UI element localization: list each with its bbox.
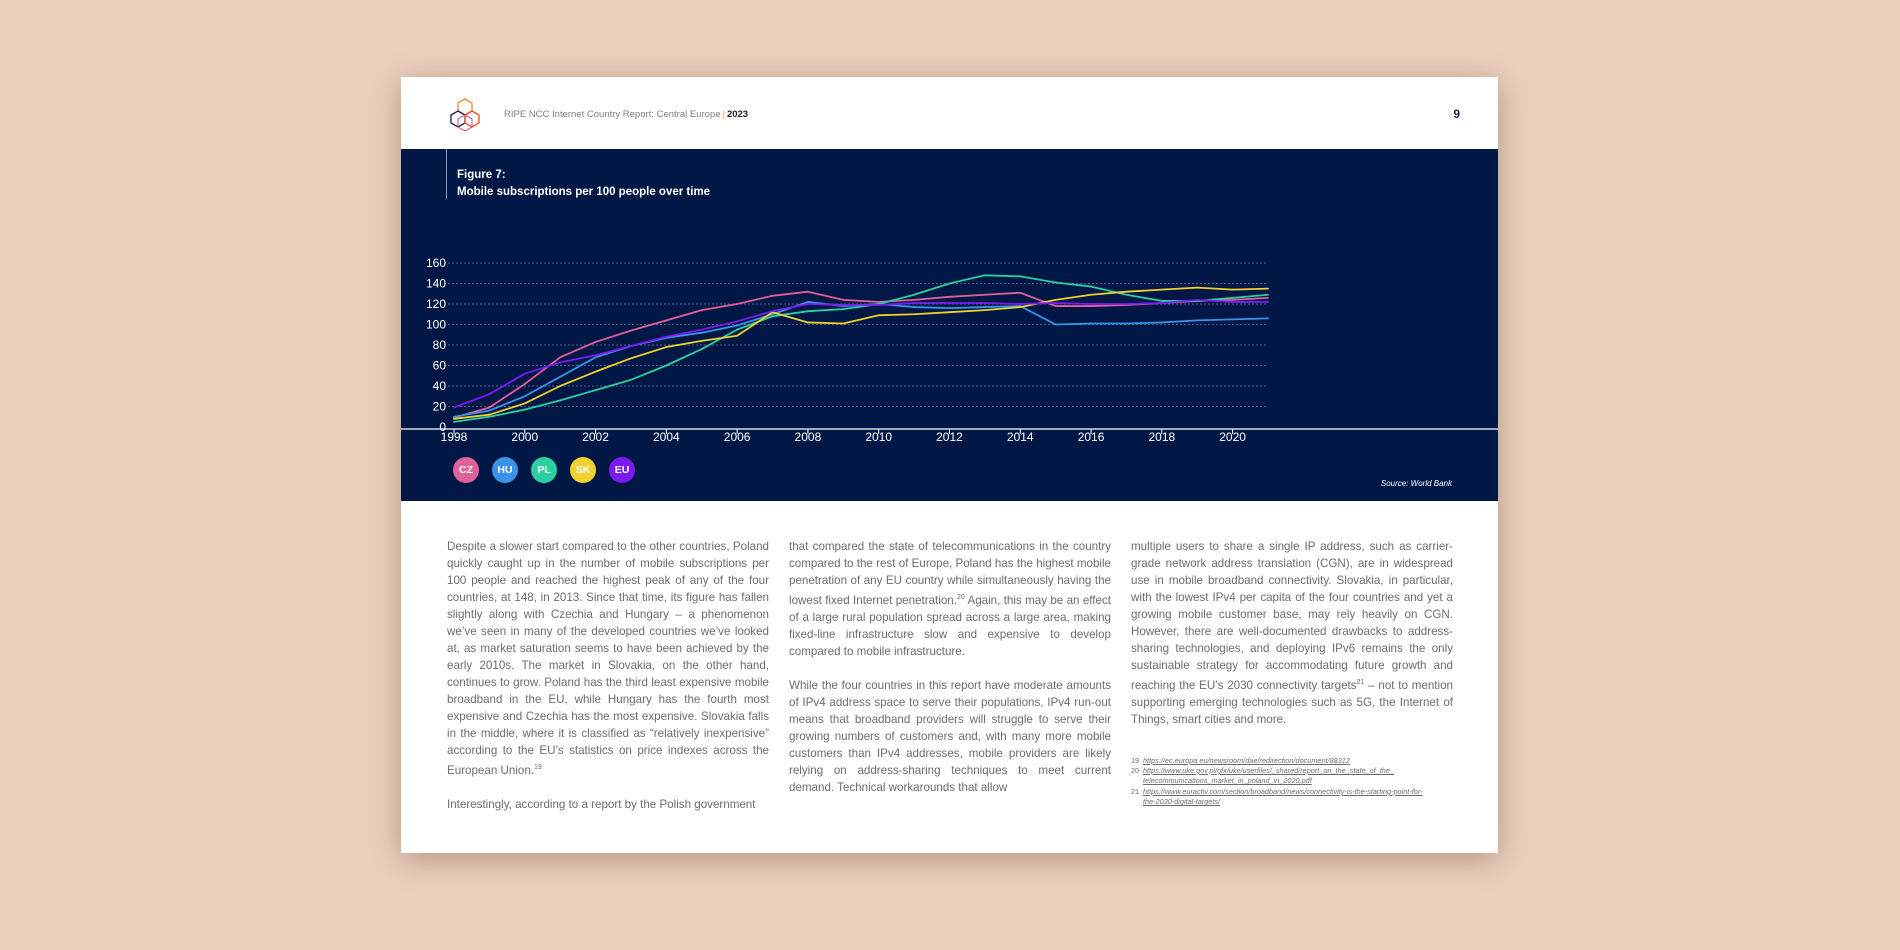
x-tick-label: 1998	[440, 430, 468, 444]
data-point-hu	[949, 307, 951, 309]
data-point-hu	[736, 325, 738, 327]
data-point-cz	[949, 296, 951, 298]
data-point-hu	[913, 306, 915, 308]
data-point-sk	[1232, 289, 1234, 291]
x-tick-label: 2020	[1219, 430, 1246, 444]
data-point-cz	[807, 291, 809, 293]
series-line-cz	[454, 292, 1268, 418]
data-point-sk	[559, 385, 561, 387]
data-point-hu	[1161, 322, 1163, 324]
data-point-eu	[488, 393, 490, 395]
data-point-hu	[488, 410, 490, 412]
data-point-cz	[524, 383, 526, 385]
data-point-eu	[1196, 299, 1198, 301]
y-tick-label: 20	[432, 399, 446, 414]
data-point-eu	[984, 302, 986, 304]
x-tick-label: 2006	[723, 430, 751, 444]
legend-item-pl: PL	[531, 457, 557, 483]
data-point-hu	[701, 332, 703, 334]
data-point-pl	[1232, 297, 1234, 299]
footnote-link[interactable]: https://www.euractiv.com/section/broadband/news/connectivity-is-the-starting-point-for-	[1143, 787, 1423, 796]
data-point-cz	[842, 299, 844, 301]
data-point-cz	[1019, 292, 1021, 294]
legend-item-sk: SK	[570, 457, 596, 483]
data-point-eu	[665, 336, 667, 338]
data-point-cz	[736, 303, 738, 305]
x-tick-label: 2004	[652, 430, 680, 444]
y-tick-label: 140	[425, 276, 446, 291]
data-point-pl	[842, 308, 844, 310]
data-point-cz	[1267, 297, 1269, 299]
data-point-sk	[524, 403, 526, 405]
data-point-cz	[701, 309, 703, 311]
data-point-cz	[630, 330, 632, 332]
data-point-sk	[453, 418, 455, 420]
data-point-eu	[842, 304, 844, 306]
footnote: 21 https://www.euractiv.com/section/broadband/news/connectivity-is-the-starting-point-for- the-2030-digital-targets/	[1131, 787, 1423, 807]
data-point-sk	[984, 309, 986, 311]
y-tick-label: 0	[439, 420, 446, 434]
data-point-hu	[524, 395, 526, 397]
data-point-cz	[1232, 299, 1234, 301]
data-point-pl	[1019, 275, 1021, 277]
data-point-hu	[1196, 320, 1198, 322]
text-column-1	[447, 538, 769, 830]
data-point-cz	[488, 407, 490, 409]
data-point-sk	[1055, 299, 1057, 301]
data-point-sk	[878, 314, 880, 316]
figure-title: Mobile subscriptions per 100 people over time	[457, 186, 711, 198]
data-point-pl	[595, 389, 597, 391]
ripe-ncc-logo-icon	[447, 98, 483, 134]
footnote-link-continued[interactable]: telecommunications_market_in_poland_in_2020.pdf	[1143, 776, 1312, 786]
data-point-hu	[559, 376, 561, 378]
data-point-pl	[701, 348, 703, 350]
data-point-eu	[559, 362, 561, 364]
x-tick-label: 2008	[794, 430, 822, 444]
data-point-sk	[701, 340, 703, 342]
x-tick-label: 2000	[511, 430, 539, 444]
data-point-eu	[453, 407, 455, 409]
data-point-sk	[1126, 291, 1128, 293]
data-point-sk	[1090, 294, 1092, 296]
paragraph: While the four countries in this report have moderate amounts of IPv4 address space to serve their populations, IPv4 run-out means that broadband providers will struggle to serve their growing numbers of customers and, with many more mobile customers than IPv4 addresses, mobile providers are likely relying on address-sharing techniques to meet current demand. Technical workarounds that allow	[789, 678, 1111, 794]
data-point-cz	[559, 356, 561, 358]
data-point-eu	[949, 302, 951, 304]
data-point-pl	[630, 379, 632, 381]
data-point-cz	[772, 295, 774, 297]
data-point-hu	[1090, 323, 1092, 325]
y-tick-label: 40	[432, 379, 446, 393]
data-point-cz	[913, 299, 915, 301]
legend-item-cz: CZ	[453, 457, 479, 483]
data-point-eu	[701, 329, 703, 331]
footnote-link[interactable]: https://ec.europa.eu/newsroom/dae/redirection/document/88312	[1143, 756, 1350, 765]
data-point-sk	[1196, 287, 1198, 289]
paragraph: that compared the state of telecommunications in the country compared to the rest of Europe, Poland has the highest mobile penetration of any EU country while simultaneously having the lowest fixed Internet penetration.$^{20}$ Again, this may be an effect of a large rural population spread across a large area, making fixed-line infrastructure slow and expensive to develop compared to mobile infrastructure.	[789, 540, 1111, 658]
data-point-eu	[807, 303, 809, 305]
data-point-sk	[842, 323, 844, 325]
data-point-pl	[1055, 282, 1057, 284]
data-point-hu	[1232, 318, 1234, 320]
data-point-hu	[595, 356, 597, 358]
data-point-eu	[736, 321, 738, 323]
footnote: 19 https://ec.europa.eu/newsroom/dae/redirection/document/88312	[1131, 756, 1350, 765]
data-point-pl	[559, 399, 561, 401]
series-line-pl	[454, 275, 1268, 422]
data-point-eu	[1232, 301, 1234, 303]
data-point-hu	[807, 301, 809, 303]
y-tick-label: 80	[432, 338, 446, 352]
data-point-pl	[984, 274, 986, 276]
data-point-sk	[1019, 306, 1021, 308]
data-point-eu	[1090, 303, 1092, 305]
x-tick-label: 2002	[582, 430, 609, 444]
data-point-sk	[665, 346, 667, 348]
paragraph: Interestingly, according to a report by the Polish government	[447, 797, 756, 811]
data-point-eu	[1161, 302, 1163, 304]
data-point-pl	[524, 409, 526, 411]
text-column-2	[789, 538, 1111, 813]
data-point-eu	[913, 302, 915, 304]
y-tick-label: 100	[425, 317, 446, 332]
data-point-eu	[524, 373, 526, 375]
legend-item-hu: HU	[492, 457, 518, 483]
data-point-cz	[1055, 305, 1057, 307]
data-point-cz	[984, 294, 986, 296]
data-point-pl	[807, 310, 809, 312]
text-column-3	[1131, 538, 1453, 745]
data-point-eu	[595, 354, 597, 356]
data-point-eu	[630, 345, 632, 347]
report-title: RIPE NCC Internet Country Report: Central Europe | 2023	[504, 109, 749, 120]
data-point-cz	[595, 341, 597, 343]
legend-item-eu: EU	[609, 457, 635, 483]
data-point-eu	[878, 304, 880, 306]
data-point-eu	[1126, 303, 1128, 305]
data-point-hu	[1126, 323, 1128, 325]
data-point-pl	[453, 421, 455, 423]
data-point-eu	[1267, 301, 1269, 303]
data-point-eu	[1019, 303, 1021, 305]
data-point-pl	[488, 416, 490, 418]
data-point-pl	[665, 365, 667, 367]
data-point-pl	[736, 329, 738, 331]
data-point-hu	[984, 306, 986, 308]
line-chart	[401, 149, 1498, 501]
data-point-sk	[630, 357, 632, 359]
x-tick-label: 2014	[1006, 430, 1034, 444]
data-point-eu	[772, 310, 774, 312]
data-point-pl	[1161, 300, 1163, 302]
data-point-sk	[1161, 289, 1163, 291]
y-tick-label: 120	[425, 297, 446, 311]
figure-number: Figure 7:	[457, 169, 506, 181]
page-number: 9	[1453, 107, 1460, 121]
data-point-pl	[772, 315, 774, 317]
data-point-eu	[1055, 302, 1057, 304]
x-tick-label: 2010	[865, 430, 893, 444]
footnote-link-continued[interactable]: the-2030-digital-targets/	[1143, 797, 1221, 807]
data-point-sk	[949, 311, 951, 313]
x-tick-label: 2018	[1148, 430, 1176, 444]
x-tick-label: 2016	[1077, 430, 1105, 444]
data-point-sk	[595, 371, 597, 373]
y-tick-label: 160	[425, 256, 446, 270]
data-point-hu	[1055, 324, 1057, 326]
footnote-link[interactable]: https://www.uke.gov.pl/gfx/uke/userfiles/_shared/report_on_the_state_of_the_	[1143, 766, 1394, 775]
series-line-eu	[454, 300, 1268, 408]
y-tick-label: 60	[432, 358, 446, 373]
paragraph: multiple users to share a single IP address, such as carrier-grade network address translation (CGN), are in widespread use in mobile broadband connectivity. Slovakia, in particular, with the lowest IPv4 per capita of the four countries and yet a growing mobile customer base, may rely heavily on CGN. However, there are well-documented drawbacks to address-sharing technologies, and deploying IPv6 remains the only sustainable strategy for accommodating future growth and reaching the EU’s 2030 connectivity targets$^{21}$ – not to mention supporting emerging technologies such as 5G, the Internet of Things, smart cities and more.	[1131, 540, 1453, 726]
x-tick-label: 2012	[936, 430, 963, 444]
data-point-cz	[665, 320, 667, 322]
figure-panel	[401, 149, 1498, 501]
data-point-pl	[1267, 294, 1269, 296]
chart-source: Source: World Bank	[1380, 479, 1452, 488]
data-point-cz	[878, 301, 880, 303]
data-point-pl	[1090, 286, 1092, 288]
paragraph: Despite a slower start compared to the other countries, Poland quickly caught up in the number of mobile subscriptions per 100 people and reached the highest peak of any of the four countries, at 148, in 2013. Since that time, its figure has fallen slightly along with Czechia and Hungary – a phenomenon we’ve seen in many of the developed countries we’ve looked at, as market saturation seems to have been achieved by the early 2010s. The market in Slovakia, on the other hand, continues to grow. Poland has the third least expensive mobile broadband in the EU, while Hungary has the fourth most expensive and Czechia has the most expensive. Slovakia falls in the middle, where it is classified as “relatively inexpensive” according to the EU’s statistics on price indexes across the European Union.$^{19}$	[447, 540, 769, 777]
data-point-sk	[913, 313, 915, 315]
data-point-cz	[1090, 305, 1092, 307]
data-point-hu	[453, 416, 455, 418]
data-point-pl	[1126, 294, 1128, 296]
data-point-sk	[488, 414, 490, 416]
report-page	[401, 77, 1498, 853]
data-point-sk	[807, 322, 809, 324]
data-point-pl	[913, 294, 915, 296]
data-point-pl	[949, 283, 951, 285]
footnote: 20 https://www.uke.gov.pl/gfx/uke/userfiles/_shared/report_on_the_state_of_the_ telecommunications_market_in_poland_in_2020.pdf	[1131, 766, 1394, 786]
data-point-sk	[1267, 288, 1269, 290]
data-point-sk	[736, 335, 738, 337]
data-point-hu	[1267, 317, 1269, 319]
